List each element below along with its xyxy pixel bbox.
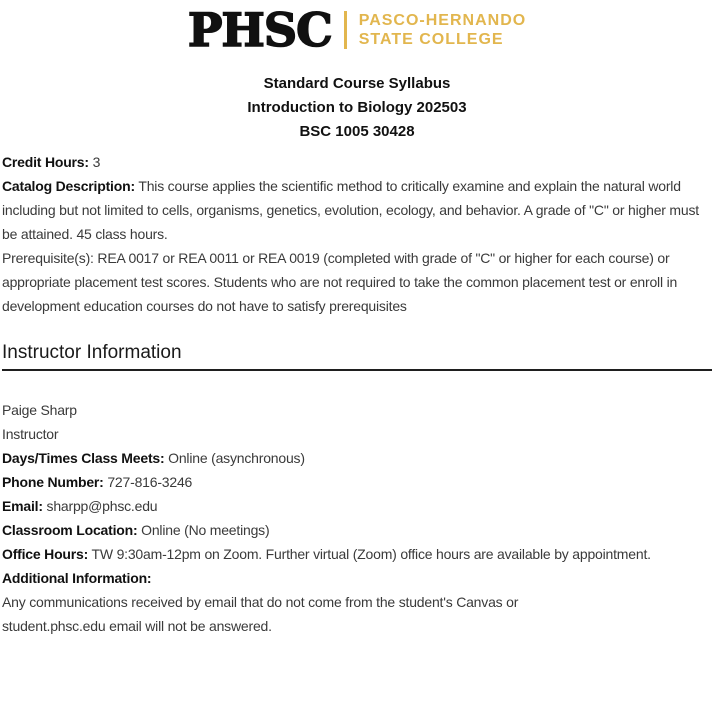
classroom-label: Classroom Location: [2,522,138,538]
catalog-description-label: Catalog Description: [2,178,135,194]
syllabus-content [2,150,712,638]
info-row-phone [2,470,712,494]
college-name-line2: STATE COLLEGE [358,31,504,48]
additional-info-label: Additional Information: [2,570,152,586]
phone-label: Phone Number: [2,474,104,490]
info-row-additional [2,566,712,590]
college-logo-name [359,11,526,49]
credit-hours-label: Credit Hours: [2,154,89,170]
prerequisites-text: Prerequisite(s): REA 0017 or REA 0011 or REA 0019 (completed with grade of "C" or higher for each course) or appropriate placement test scores. Students who are not required to take the common placement test or enroll in development education courses do not have to satisfy prerequisites [2,250,678,314]
college-logo [2,0,712,57]
credit-hours-line [2,150,712,174]
logo-divider [344,11,347,49]
title-course-name: Introduction to Biology 202503 [247,99,467,116]
instructor-details [2,398,712,638]
info-row-email [2,494,712,518]
office-hours-label: Office Hours: [2,546,89,562]
communications-note-line2: student.phsc.edu email will not be answered. [2,618,272,634]
instructor-information-heading: Instructor Information [2,341,712,371]
email-label: Email: [2,498,43,514]
communications-note-line1: Any communications received by email that do not come from the student's Canvas or [2,594,519,610]
instructor-name: Paige Sharp [2,402,77,418]
college-name-line1: PASCO-HERNANDO [358,12,527,29]
office-hours-value: TW 9:30am-12pm on Zoom. Further virtual (Zoom) office hours are available by appointment. [91,546,651,562]
info-row-classroom [2,518,712,542]
info-row-office-hours [2,542,712,566]
days-times-label: Days/Times Class Meets: [2,450,165,466]
catalog-description-text: This course applies the scientific method to critically examine and explain the natural world including but not limited to cells, organisms, genetics, evolution, ecology, and behavior. A grade of "C" or higher must be attained. 45 class hours. [2,178,699,242]
title-course-code: BSC 1005 30428 [299,123,415,140]
classroom-value: Online (No meetings) [141,522,270,538]
catalog-description [2,174,712,246]
info-row-days-times [2,446,712,470]
college-logo-acronym: PHSC [187,3,332,57]
title-syllabus: Standard Course Syllabus [263,75,451,92]
email-value: sharpp@phsc.edu [46,498,158,514]
document-title [2,72,712,144]
credit-hours-value: 3 [92,154,101,170]
days-times-value: Online (asynchronous) [168,450,305,466]
instructor-role: Instructor [2,426,59,442]
phone-value: 727-816-3246 [107,474,193,490]
